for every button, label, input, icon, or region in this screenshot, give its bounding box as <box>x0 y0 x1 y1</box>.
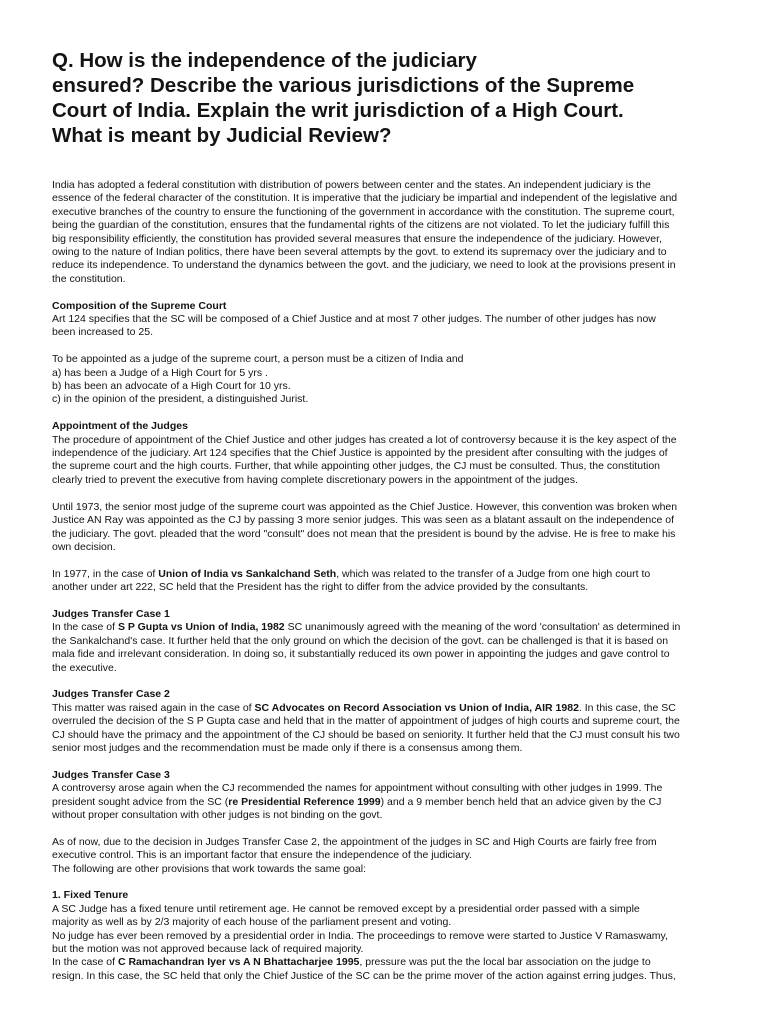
text-run: but the motion was not approved because lack of required majority. <box>52 943 364 955</box>
text-line <box>52 849 752 862</box>
text-line <box>52 326 752 339</box>
text-line <box>52 782 752 795</box>
text-line <box>52 809 752 822</box>
text-run: Until 1973, the senior most judge of the supreme court was appointed as the Chief Justice. However, this convention was broken when <box>52 500 678 513</box>
text-run: reduce its independence. To understand the dynamics between the govt. and the judiciary, we need to look at the provisions present in <box>52 259 676 272</box>
question-title <box>52 48 752 148</box>
text-line <box>52 313 752 326</box>
text-line <box>52 796 752 809</box>
text-line <box>52 568 752 581</box>
text-run: president sought advice from the SC ( <box>52 795 229 808</box>
text-line <box>52 541 752 554</box>
paragraph <box>52 769 752 823</box>
text-line <box>52 380 752 393</box>
text-line <box>52 192 752 205</box>
text-run: In the case of <box>52 956 118 969</box>
text-line <box>52 581 752 594</box>
text-line <box>52 514 752 527</box>
text-run: Justice AN Ray was appointed as the CJ by passing 3 more senior judges. This was seen as a blatant assault on the independence of <box>52 514 675 527</box>
text-run: In the case of <box>52 621 118 634</box>
text-run: This matter was raised again in the case of <box>52 701 255 714</box>
text-run: No judge has ever been removed by a presidential order in India. The proceedings to remove were started to Justice V Ramaswamy, <box>52 929 668 942</box>
paragraph <box>52 300 752 340</box>
text-run: Art 124 specifies that the SC will be composed of a Chief Justice and at most 7 other judges. The number of other judges has now <box>52 313 656 326</box>
text-line <box>52 956 752 969</box>
text-line <box>52 621 752 634</box>
document-body <box>52 179 752 997</box>
text-line <box>52 206 752 219</box>
text-run: India has adopted a federal constitution with distribution of powers between center and the states. An independent judiciary is the <box>52 179 651 191</box>
title-line: Court of India. Explain the writ jurisdiction of a High Court. <box>52 99 624 122</box>
text-run: overruled the decision of the S P Gupta case and held that in the matter of appointment of judges of high courts and supreme court, the <box>52 715 680 728</box>
text-line <box>52 769 752 782</box>
text-run: c) in the opinion of the president, a distinguished Jurist. <box>52 393 309 406</box>
text-line <box>52 528 752 541</box>
title-line: What is meant by Judicial Review? <box>52 124 392 147</box>
paragraph <box>52 179 752 286</box>
text-run: The following are other provisions that work towards the same goal: <box>52 862 366 875</box>
bold-text: re Presidential Reference 1999 <box>228 795 381 808</box>
text-run: A SC Judge has a fixed tenure until retirement age. He cannot be removed except by a presidential order passed with a simple <box>52 902 640 915</box>
text-run: independence of the judiciary. Art 124 specifies that the Chief Justice is appointed by the president after consulting with the judges of <box>52 447 668 460</box>
text-line <box>52 393 752 406</box>
text-line <box>52 662 752 675</box>
text-line <box>52 903 752 916</box>
bold-text: Appointment of the Judges <box>52 420 188 433</box>
bold-text: Union of India vs Sankalchand Seth <box>158 567 337 580</box>
paragraph <box>52 568 752 595</box>
text-run: clearly tried to prevent the executive from having complete discretionary powers in the appointment of the judges. <box>52 473 578 486</box>
text-line <box>52 434 752 447</box>
text-line <box>52 715 752 728</box>
bold-text: Judges Transfer Case 2 <box>52 688 170 701</box>
paragraph <box>52 836 752 876</box>
text-run: ) and a 9 member bench held that an advice given by the CJ <box>380 795 662 808</box>
paragraph <box>52 608 752 675</box>
paragraph <box>52 501 752 555</box>
bold-text: Composition of the Supreme Court <box>52 299 227 312</box>
text-line <box>52 219 752 232</box>
text-line <box>52 836 752 849</box>
paragraph <box>52 420 752 487</box>
text-line <box>52 729 752 742</box>
text-run: CJ should have the primacy and the appointment of the CJ should be based on seniority. It further held that the CJ must consult his two <box>52 728 680 741</box>
text-run: executive control. This is an important factor that ensure the independence of the judiciary. <box>52 849 472 862</box>
text-line <box>52 259 752 272</box>
text-line <box>52 420 752 433</box>
text-run: own decision. <box>52 540 116 553</box>
text-run: . In this case, the SC <box>578 701 676 714</box>
text-line <box>52 863 752 876</box>
text-run: resign. In this case, the SC held that only the Chief Justice of the SC can be the prime mover of the action against erring judges. Thus, <box>52 969 676 982</box>
text-run: the constitution. <box>52 272 126 285</box>
text-run: , which was related to the transfer of a Judge from one high court to <box>336 567 651 580</box>
text-line <box>52 367 752 380</box>
text-line <box>52 943 752 956</box>
text-line <box>52 460 752 473</box>
text-run: In 1977, in the case of <box>52 567 159 580</box>
text-line <box>52 233 752 246</box>
text-line <box>52 300 752 313</box>
text-line <box>52 501 752 514</box>
text-line <box>52 648 752 661</box>
title-line: ensured? Describe the various jurisdictions of the Supreme <box>52 74 635 97</box>
text-run: executive branches of the country to ensure the functioning of the government in accordance with the constitution. The supreme court, <box>52 205 675 218</box>
text-run: owing to the nature of Indian politics, there have been several attempts by the govt. to extend its supremacy over the judiciary and to <box>52 246 667 259</box>
bold-text: Judges Transfer Case 1 <box>52 607 170 620</box>
text-line <box>52 688 752 701</box>
text-line <box>52 273 752 286</box>
text-line <box>52 970 752 983</box>
paragraph <box>52 353 752 407</box>
text-line <box>52 702 752 715</box>
text-line <box>52 447 752 460</box>
text-run: , pressure was put the the local bar association on the judge to <box>359 956 651 969</box>
text-run: without proper consultation with other judges is not binding on the govt. <box>52 808 383 821</box>
text-run: being the guardian of the constitution, ensures that the fundamental rights of the citizens are not violated. To let the judiciary fulfill this <box>52 219 670 232</box>
text-run: the judiciary. The govt. pleaded that the word "consult" does not mean that the president is bound by the advise. He is free to make his <box>52 527 676 540</box>
title-line: Q. How is the independence of the judiciary <box>52 49 477 72</box>
text-run: essence of the federal character of the constitution. It is imperative that the judiciary be impartial and independent of the legislative and <box>52 192 678 205</box>
text-run: senior most judges and the recommendation must be made only if there is a consensus among them. <box>52 741 523 754</box>
text-run: another under art 222, SC held that the President has the right to differ from the advice provided by the consultants. <box>52 581 589 594</box>
text-line <box>52 608 752 621</box>
text-line <box>52 474 752 487</box>
text-line <box>52 889 752 902</box>
text-run: a) has been a Judge of a High Court for 5 yrs . <box>52 366 268 379</box>
text-line <box>52 635 752 648</box>
text-line <box>52 353 752 366</box>
text-line <box>52 179 752 192</box>
text-run: A controversy arose again when the CJ recommended the names for appointment without consulting with other judges in 1999. The <box>52 782 663 795</box>
text-run: the executive. <box>52 661 117 674</box>
text-line <box>52 916 752 929</box>
paragraph <box>52 688 752 755</box>
text-line <box>52 742 752 755</box>
text-run: b) has been an advocate of a High Court for 10 yrs. <box>52 380 291 393</box>
text-run: been increased to 25. <box>52 326 153 339</box>
bold-text: C Ramachandran Iyer vs A N Bhattacharjee 1995 <box>117 956 360 969</box>
text-run: mala fide and irrelevant consideration. In doing so, it substantially reduced its own power in appointing the judges and gave control to <box>52 648 670 661</box>
bold-text: 1. Fixed Tenure <box>52 889 129 902</box>
bold-text: Judges Transfer Case 3 <box>52 768 170 781</box>
text-line <box>52 930 752 943</box>
text-run: big responsibility efficiently, the constitution has provided several measures that ensure the independence of the judiciary. However, <box>52 232 662 245</box>
text-run: The procedure of appointment of the Chief Justice and other judges has created a lot of controversy because it is the key aspect of the <box>52 433 677 446</box>
text-run: To be appointed as a judge of the supreme court, a person must be a citizen of India and <box>52 353 464 366</box>
text-run: the supreme court and the high courts. Further, that while appointing other judges, the CJ must be consulted. Thus, the constitution <box>52 460 660 473</box>
text-run: As of now, due to the decision in Judges Transfer Case 2, the appointment of the judges in SC and High Courts are fairly free from <box>52 835 657 848</box>
paragraph <box>52 889 752 983</box>
text-line <box>52 246 752 259</box>
text-run: the Sankalchand's case. It further held that the only ground on which the decision of the govt. can be challenged is that it is based on <box>52 634 669 647</box>
text-run: SC unanimously agreed with the meaning of the word 'consultation' as determined in <box>284 621 681 634</box>
bold-text: SC Advocates on Record Association vs Union of India, AIR 1982 <box>254 701 579 714</box>
bold-text: S P Gupta vs Union of India, 1982 <box>117 621 285 634</box>
text-run: majority as well as by 2/3 majority of each house of the parliament present and voting. <box>52 916 452 929</box>
